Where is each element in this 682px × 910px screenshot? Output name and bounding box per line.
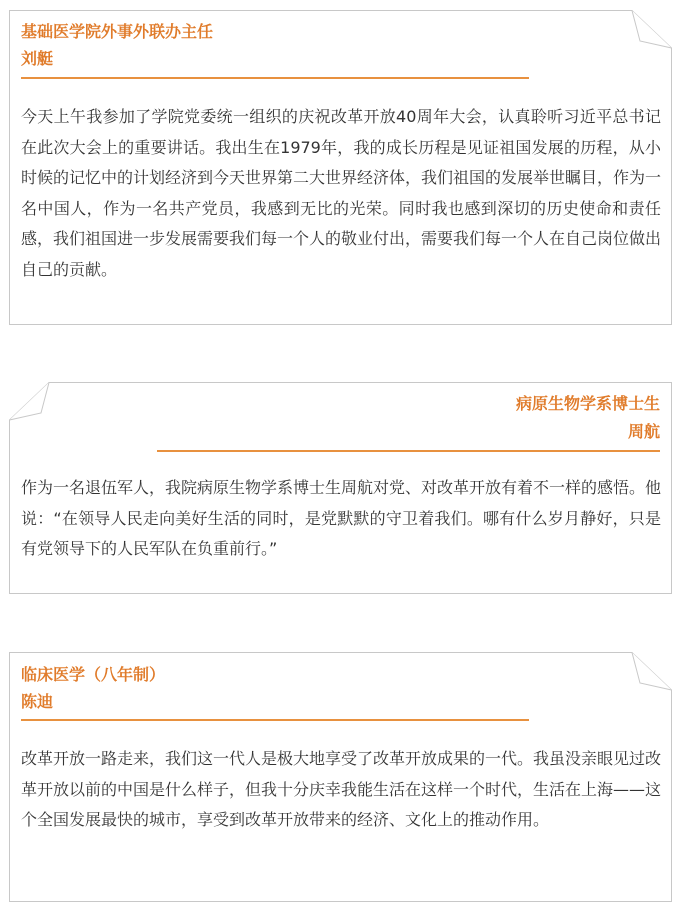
speaker-title: 病原生物学系博士生: [515, 394, 660, 413]
speaker-name: 刘艇: [21, 49, 54, 68]
speaker-quote: 今天上午我参加了学院党委统一组织的庆祝改革开放40周年大会，认真聆听习近平总书记在此次大会上的重要讲话。我出生在1979年，我的成长历程是见证祖国发展的历程，从小时候的记忆中的计划经济到今天世界第二大世界经济体，我们祖国的发展举世瞩目，作为一名中国人，作为一名共产党员，我感到无比的光荣。同时我也感到深切的历史使命和责任感，我们祖国进一步发展需要我们每一个人的敬业付出，需要我们每一个人在自己岗位做出自己的贡献。: [21, 107, 662, 279]
header-divider: [21, 719, 529, 721]
speaker-quote: 改革开放一路走来，我们这一代人是极大地享受了改革开放成果的一代。我虽没亲眼见过改革开放以前的中国是什么样子，但我十分庆幸我能生活在这样一个时代，生活在上海——这个全国发展最快的城市，享受到改革开放带来的经济、文化上的推动作用。: [21, 749, 662, 829]
speaker-card-1: [9, 10, 672, 325]
speaker-name: 陈迪: [21, 692, 54, 711]
speaker-card-2: [9, 382, 672, 594]
speaker-quote: 作为一名退伍军人，我院病原生物学系博士生周航对党、对改革开放有着不一样的感悟。他说：“在领导人民走向美好生活的同时，是党默默的守卫着我们。哪有什么岁月静好，只是有党领导下的人民军队在负重前行。”: [21, 478, 662, 558]
speaker-title: 基础医学院外事外联办主任: [21, 22, 214, 41]
speaker-card-3: [9, 652, 672, 902]
speaker-name: 周航: [627, 422, 660, 441]
header-divider: [157, 450, 660, 452]
speaker-title: 临床医学（八年制）: [21, 665, 166, 684]
header-divider: [21, 77, 529, 79]
